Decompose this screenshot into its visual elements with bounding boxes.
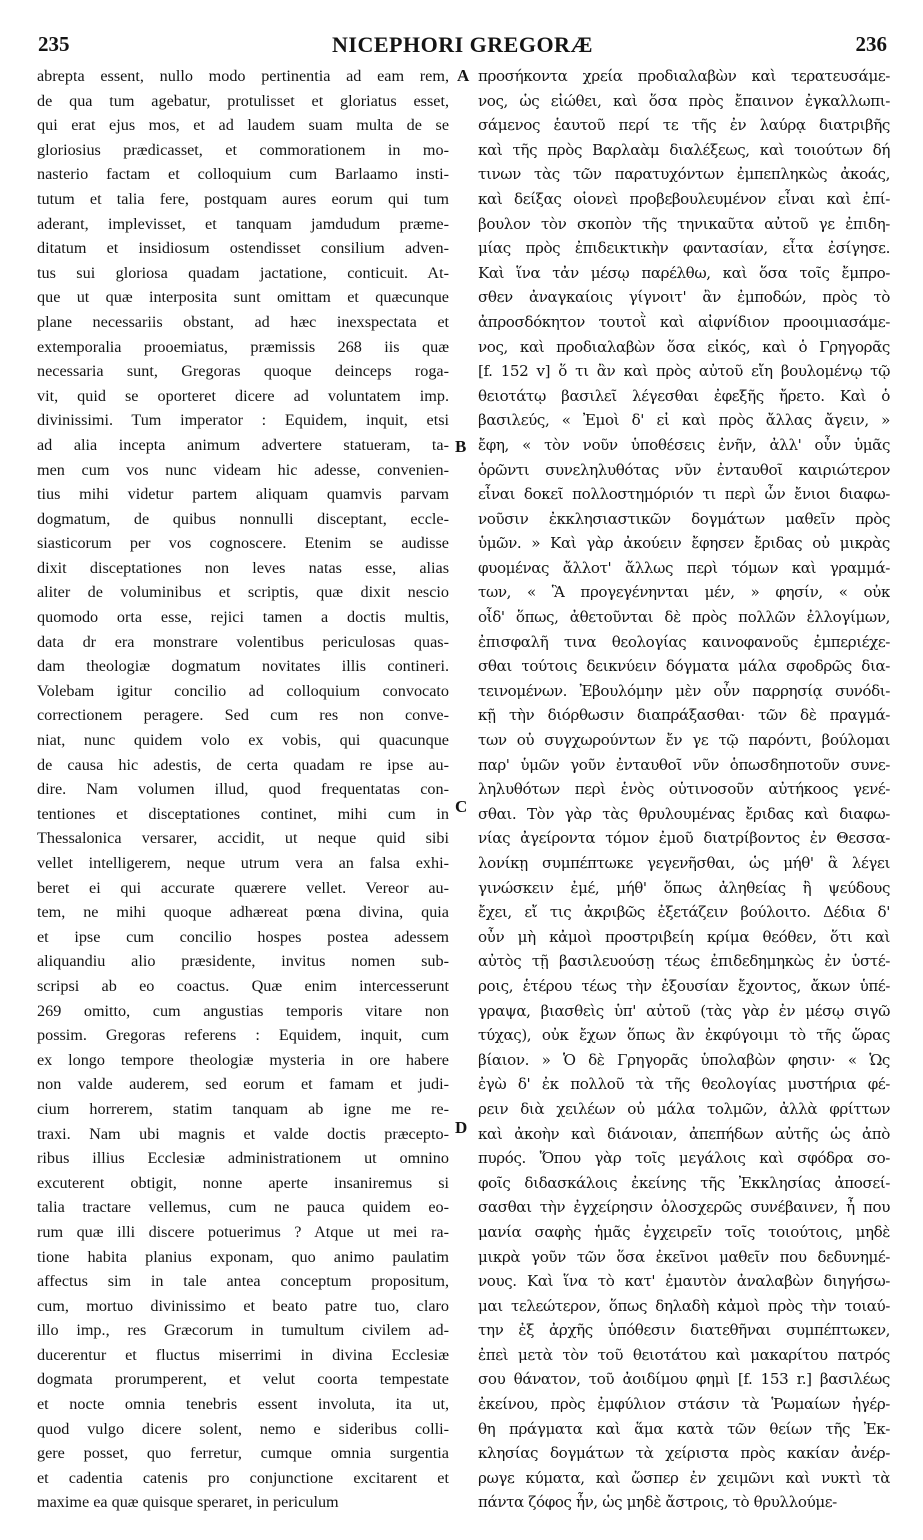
latin-text-line: tus sui gloriosa quadam jactatione, conticuit. At- — [37, 263, 449, 282]
greek-text-line: γραψα, βιασθεὶς ὑπ' αὐτοῦ (τὰς γὰρ ἐν μέσῳ σιγῶ — [478, 1001, 890, 1020]
latin-text-line: affectus sim in tale antea conceptum propositum, — [37, 1272, 449, 1291]
greek-text-line: νίας ἀγείροντα τόμον ἐμοῦ διατρίβοντος ἐν Θεσσα- — [478, 829, 890, 848]
latin-text-line: beret ei qui accurate quærere vellet. Vereor au- — [37, 878, 449, 897]
greek-text-line: καὶ δείξας οἱονεὶ προβεβουλευμένον εἶναι καὶ ἐπί- — [478, 189, 890, 208]
latin-text-line: talia tractare vellemus, cum ne pauca quidem eo- — [37, 1198, 449, 1217]
greek-text-line: ροις, ἑτέρου τέως τὴν ἐξουσίαν ἔχοντος, ἄκων ὑπέ- — [478, 976, 890, 995]
latin-text-line: et cadentia catenis pro conjunctione excitarent et — [37, 1468, 449, 1487]
greek-text-line: βίαιον. » Ὁ δὲ Γρηγορᾶς ὑπολαβὼν φησιν· « Ὡς — [478, 1050, 890, 1069]
page-number-left: 235 — [38, 32, 70, 56]
greek-text-line: κῇ τὴν διόρθωσιν διαπράξασθαι· τῶν δὲ πραγμά- — [478, 706, 890, 725]
greek-text-line: πυρός. Ὅπου γὰρ τοῖς μεγάλοις καὶ σφόδρα σο- — [478, 1149, 890, 1168]
greek-text-line: ἐγὼ δ' ἐκ πολλοῦ τὰ τῆς θεολογίας μυστήρια φέ- — [478, 1075, 890, 1094]
latin-text-line: vellet intelligerem, neque utrum vera an falsa exhi- — [37, 854, 449, 872]
latin-text-line: de qua tum agebatur, protulisset et gloriatus esset, — [37, 91, 449, 110]
latin-text-line: correctionem peragere. Sed cum res non conve- — [37, 706, 449, 725]
greek-text-line: ρειν διὰ χειλέων οὐ μάλα τολμῶν, ἀλλὰ φρίττων — [478, 1099, 890, 1118]
greek-text-line: θη πράγματα καὶ ἅμα κατὰ τῶν θείων τῆς Ἐκ- — [478, 1419, 890, 1438]
greek-text-line: νος, καὶ προδιαλαβὼν ὅσα εἰκός, καὶ ὁ Γρηγορᾶς — [478, 337, 890, 356]
greek-text-line: θειοτάτῳ βασιλεῖ λέγεσθαι ἐφεξῆς ἤρετο. Καὶ ὁ — [478, 386, 890, 405]
latin-text-line: ad alia incepta animum advertere statueram, ta- — [37, 435, 449, 454]
greek-text-line: των οὐ συγχωρούντων ἔν γε τῷ παρόντι, βούλομαι — [478, 731, 890, 750]
latin-text-line: excuterent obtigit, nonne aperte insaniremus si — [37, 1173, 449, 1192]
greek-column — [478, 64, 890, 1515]
latin-text-line: dogmata prorumperent, et velut coorta tempestate — [37, 1370, 449, 1389]
latin-text-line: et ipse cum concilio hospes postea adessem — [37, 927, 449, 946]
greek-text-line: ὑμῶν. » Καὶ γὰρ ἀκούειν ἔφησεν ἔριδας οὐ μικρὰς — [478, 534, 890, 553]
latin-text-line: illo imp., res Græcorum in tumultum civilem ad- — [37, 1321, 449, 1340]
latin-text-line: necessaria sunt, Gregoras quoque deinceps roga- — [37, 362, 449, 381]
margin-letter-d: D — [455, 1118, 468, 1137]
latin-text-line: aderant, implevisset, et tanquam jamdudum præme- — [37, 214, 449, 233]
latin-text-line: aliter de voluminibus et scriptis, quæ dixit nescio — [37, 583, 449, 602]
latin-text-line: men cum vos nunc videam hic adesse, convenien- — [37, 460, 449, 479]
greek-text-line: τινων τὰς τῶν παρατυχόντων ἐμπεπληκὼς ἀκοάς, — [478, 165, 890, 184]
latin-text-line: dire. Nam volumen illud, quod frequentatas con- — [37, 780, 449, 799]
latin-text-line: niat, nunc quidem volo ex vobis, qui quacunque — [37, 731, 449, 750]
greek-text-line: ἔχει, εἴ τις ἀκριβῶς ἐξετάζειν βούλοιτο. Δέδια δ' — [478, 903, 890, 922]
latin-text-line: que ut quæ interposita sunt omittam et quæcunque — [37, 288, 449, 307]
greek-text-line: την ἐξ ἀρχῆς ὑπόθεσιν διατεθῆναι συμπέπτωκεν, — [478, 1321, 890, 1340]
latin-text-line: gloriosius prædicasset, et commorationem in mo- — [37, 140, 449, 159]
greek-text-line: ρωγε κύματα, καὶ ὥσπερ ἐν χειμῶνι καὶ νυκτὶ τὰ — [478, 1468, 890, 1487]
latin-text-line: possim. Gregoras referens : Equidem, inquit, cum — [37, 1026, 449, 1045]
greek-text-line: καὶ τῆς πρὸς Βαρλαὰμ διαλέξεως, καὶ τοιούτων δή — [478, 140, 890, 159]
greek-text-line: σθαι τούτοις δεικνύειν δόγματα μάλα σφοδρῶς δια- — [478, 657, 890, 676]
latin-text-line: et nocte omnia tenebris essent involuta, ita ut, — [37, 1395, 449, 1414]
latin-text-line: gere posset, quo ferretur, cumque omnia surgentia — [37, 1444, 449, 1463]
greek-text-line: νοῦσιν ἐκκλησιαστικῶν δογμάτων μαθεῖν πρὸς — [478, 509, 890, 528]
latin-text-line: non valde auderem, sed eorum et famam et judi- — [37, 1075, 449, 1094]
greek-text-line: ἐκείνου, πρὸς ἐμφύλιον στάσιν τὰ Ῥωμαίων ἠγέρ- — [478, 1395, 890, 1414]
greek-text-line: σθαι. Τὸν γὰρ τὰς θρυλουμένας ἔριδας καὶ διαφω- — [478, 804, 890, 823]
running-head-title: NICEPHORI GREGORÆ — [332, 32, 593, 57]
latin-text-line: maxime ea quæ quisque speraret, in periculum — [37, 1493, 339, 1512]
greek-text-line: μανία σαφὴς ἡμᾶς ἐγχειρεῖν τοῖς τοιούτοις, μηδὲ — [478, 1222, 890, 1241]
greek-text-line: αὐτὸς τῇ βασιλευούσῃ τέως ἐπιδεδημηκὼς ἐν ὑστέ- — [478, 952, 890, 971]
greek-text-line: τύχας), οὐκ ἔχων ὅπως ἂν ἐκφύγοιμι τὸ τῆς ὥρας — [478, 1026, 890, 1045]
latin-text-line: Thessalonica versarer, accidit, ut neque quid sibi — [37, 829, 449, 848]
greek-text-line: σασθαι τὴν ἐγχείρησιν ὁλοσχερῶς συνέβαινεν, ἦ που — [478, 1198, 890, 1217]
greek-text-line: σθεν ἀναγκαίοις γίγνοιτ' ἂν ἐμποδών, πρὸς τὸ — [478, 288, 890, 307]
greek-text-line: μικρὰ γοῦν τῶν ὅσα ἐκεῖνοι μαθεῖν που δεδυνημέ- — [478, 1247, 890, 1266]
latin-text-line: scripsi ab eo coactus. Quæ enim intercesserunt — [37, 976, 449, 995]
greek-text-line: φοῖς διδασκάλοις ἐκείνης τῆς Ἐκκλησίας ἀποσεί- — [478, 1173, 890, 1192]
greek-text-line: οὖν μὴ κἀμοὶ προστριβείη κρίμα θεόθεν, ὅτι καὶ — [478, 927, 890, 946]
greek-text-line: βασιλεύς, « Ἐμοὶ δ' εἰ καὶ πρὸς ἄλλας ἄγειν, » — [478, 411, 890, 430]
greek-text-line: προσήκοντα χρεία προδιαλαβὼν καὶ τερατευσάμε- — [478, 67, 890, 85]
latin-text-line: extemporalia prooemiatus, præmissis 268 iis quæ — [37, 337, 449, 356]
latin-text-line: nasterio factam et colloquium cum Barlaamo insti- — [37, 165, 449, 184]
latin-text-line: qui erat ejus mos, et ad laudem suam multa de se — [37, 116, 449, 135]
latin-text-line: tem, ne mihi quoque adhæreat pœna divina, quia — [37, 903, 449, 922]
latin-text-line: divinissimi. Tum imperator : Equidem, inquit, etsi — [37, 411, 449, 430]
greek-text-line: [f. 152 v] ὅ τι ἂν καὶ πρὸς αὐτοῦ εἴη βουλομένῳ τῷ — [478, 362, 890, 381]
latin-text-line: abrepta essent, nullo modo pertinentia ad eam rem, — [37, 67, 449, 85]
margin-letter-a: A — [457, 66, 470, 85]
greek-text-line: μαι τελεώτερον, ὅπως δηλαδὴ κἀμοὶ πρὸς τὴν τοιαύ- — [478, 1296, 890, 1315]
greek-text-line: ἐπισφαλῆ τινα θεολογίας καινοφανοῦς ἐμπεριέχε- — [478, 632, 890, 651]
latin-text-line: dixit disceptationes non leves natas esse, alias — [37, 558, 449, 577]
running-header — [38, 32, 887, 66]
greek-text-line: ὁρῶντι συνεληλυθότας νῦν ἐνταυθοῖ καιριώτερον — [478, 460, 890, 479]
greek-text-line: παρ' ὑμῶν γοῦν ἐνταυθοῖ νῦν ὁπωσδηποτοῦν συνε- — [478, 755, 890, 774]
greek-text-line: βουλον τὸν σκοπὸν τῆς τηνικαῦτα αὐτοῦ γε ἐπιδη- — [478, 214, 890, 233]
latin-text-line: tione habita planius exponam, quo animo paulatim — [37, 1247, 449, 1266]
latin-text-line: quod vulgo dicere solent, nemo e sideribus colli- — [37, 1419, 449, 1438]
greek-text-line: τεινομένων. Ἐβουλόμην μὲν οὖν παρρησίᾳ συνόδι- — [478, 681, 890, 700]
greek-text-line: νος, ὡς εἰώθει, καὶ ὅσα πρὸς ἔπαινον ἐγκαλλωπι- — [478, 91, 890, 110]
latin-text-line: ditatum et insidiosum ostendisset consilium adven- — [37, 239, 449, 258]
greek-text-line: σάμενος ἑαυτοῦ περί τε τῆς ἐν λαύρᾳ διατριβῆς — [478, 116, 890, 135]
greek-text-line: ληλυθότων περὶ ἑνὸς οὑτινοσοῦν αὐτήκοος γενέ- — [478, 780, 890, 799]
greek-text-line: μίας πρὸς ἐπιδεικτικὴν φαντασίαν, εἶτα ἐσίγησε. — [478, 239, 890, 258]
greek-text-line: πάντα ζόφος ἦν, ὡς μηδὲ ἄστροις, τὸ θρυλλούμε- — [478, 1493, 837, 1512]
latin-text-line: dam theologiæ dogmatum novitates illis contineri. — [37, 657, 449, 676]
latin-text-line: vit, quid se oporteret dicere ad voluntatem imp. — [37, 386, 449, 405]
latin-text-line: cium horrerem, statim tanquam ab igne me re- — [37, 1099, 449, 1118]
greek-text-line: Καὶ ἵνα τἀν μέσῳ παρέλθω, καὶ ὅσα τοῖς ἔμπρο- — [478, 263, 890, 282]
greek-text-line: νους. Καὶ ἵνα τὸ κατ' ἐμαυτὸν ἀναλαβὼν διηγήσω- — [478, 1272, 890, 1291]
latin-text-line: ex longo tempore theologiæ mysteria in ore habere — [37, 1050, 449, 1069]
latin-text-line: traxi. Nam ubi magnis et valde doctis præcepto- — [37, 1124, 449, 1143]
greek-text-line: οἶδ' ὅπως, ἀθετοῦνται δὲ πρὸς πολλῶν ἐλλογίμων, — [478, 608, 890, 627]
latin-text-line: Volebam igitur concilio ad colloquium convocato — [37, 681, 449, 700]
page-number-right: 236 — [855, 32, 887, 56]
latin-text-line: rum quæ illi discere potuerimus ? Atque ut mei ra- — [37, 1222, 449, 1241]
latin-text-line: cum, mortuo divinissimo et beato patre tuo, claro — [37, 1296, 449, 1315]
greek-text-line: ἐπεὶ μετὰ τὸν τοῦ θειοτάτου καὶ μακαρίτου πατρός — [478, 1345, 890, 1364]
latin-text-line: quomodo orta esse, rejici tamen a doctis multis, — [37, 608, 449, 627]
greek-text-line: γινώσκειν ἐμέ, μήθ' ὅπως ἀληθείας ἢ ψεύδους — [478, 878, 890, 897]
greek-text-line: των, « Ἃ προγεγένηνται μέν, » φησίν, « οὐκ — [478, 583, 890, 602]
margin-letter-c: C — [455, 797, 468, 816]
latin-text-line: plane necessariis obstant, ad hæc inexspectata et — [37, 312, 449, 331]
greek-text-line: λονίκῃ συμπέπτωκε γεγενῆσθαι, ὡς μήθ' ἃ λέγει — [478, 854, 890, 872]
margin-letter-b: B — [455, 437, 467, 456]
latin-column — [37, 64, 449, 1515]
latin-text-line: ribus illius Ecclesiæ administrationem ut omnino — [37, 1149, 449, 1168]
greek-text-line: φυομένας ἄλλοτ' ἄλλως περὶ τόμων καὶ γραμμά- — [478, 558, 890, 577]
latin-text-line: 269 omitto, cum angustias temporis vitare non — [37, 1001, 449, 1020]
greek-text-line: ἔφη, « τὸν νοῦν ὑποθέσεις ἐνῆν, ἀλλ' οὖν ὑμᾶς — [478, 435, 890, 454]
latin-text-line: aliquandiu alio præsidente, invitus nomen sub- — [37, 952, 449, 971]
greek-text-line: κλησίας δογμάτων τὰ χείριστα πρὸς κακίαν ἀνέρ- — [478, 1444, 890, 1463]
greek-text-line: ἀπροσδόκητον τουτοῒ καὶ αἰφνίδιον προοιμιασάμε- — [478, 312, 890, 331]
greek-text-line: καὶ ἀκοὴν καὶ διάνοιαν, ἀπεπήδων αὐτῆς ὡς ἀπὸ — [478, 1124, 890, 1143]
latin-text-line: dogmatum, de quibus nonnulli disceptant, eccle- — [37, 509, 449, 528]
latin-text-line: tutum et talia fere, postquam aures eorum qui tum — [37, 189, 449, 208]
greek-text-line: εἶναι δοκεῖ πολλοστημόριόν τι περὶ ὧν ἔνιοι διαφω- — [478, 485, 890, 504]
latin-text-line: tentiones et disceptationes continet, mihi cum in — [37, 804, 449, 823]
latin-text-line: data dr era monstrare volentibus periculosas quas- — [37, 632, 449, 651]
latin-text-line: tius mihi videtur partem aliquam quamvis parvam — [37, 485, 449, 504]
latin-text-line: de causa hic adestis, de certa quadam re ipse au- — [37, 755, 449, 774]
latin-text-line: siasticorum per vos cognoscere. Etenim se audisse — [37, 534, 449, 553]
greek-text-line: σου θάνατον, τοῦ ἀοιδίμου φημὶ [f. 153 r.] βασιλέως — [478, 1370, 890, 1389]
latin-text-line: ducerentur et fluctus miserrimi in divina Ecclesiæ — [37, 1345, 449, 1364]
